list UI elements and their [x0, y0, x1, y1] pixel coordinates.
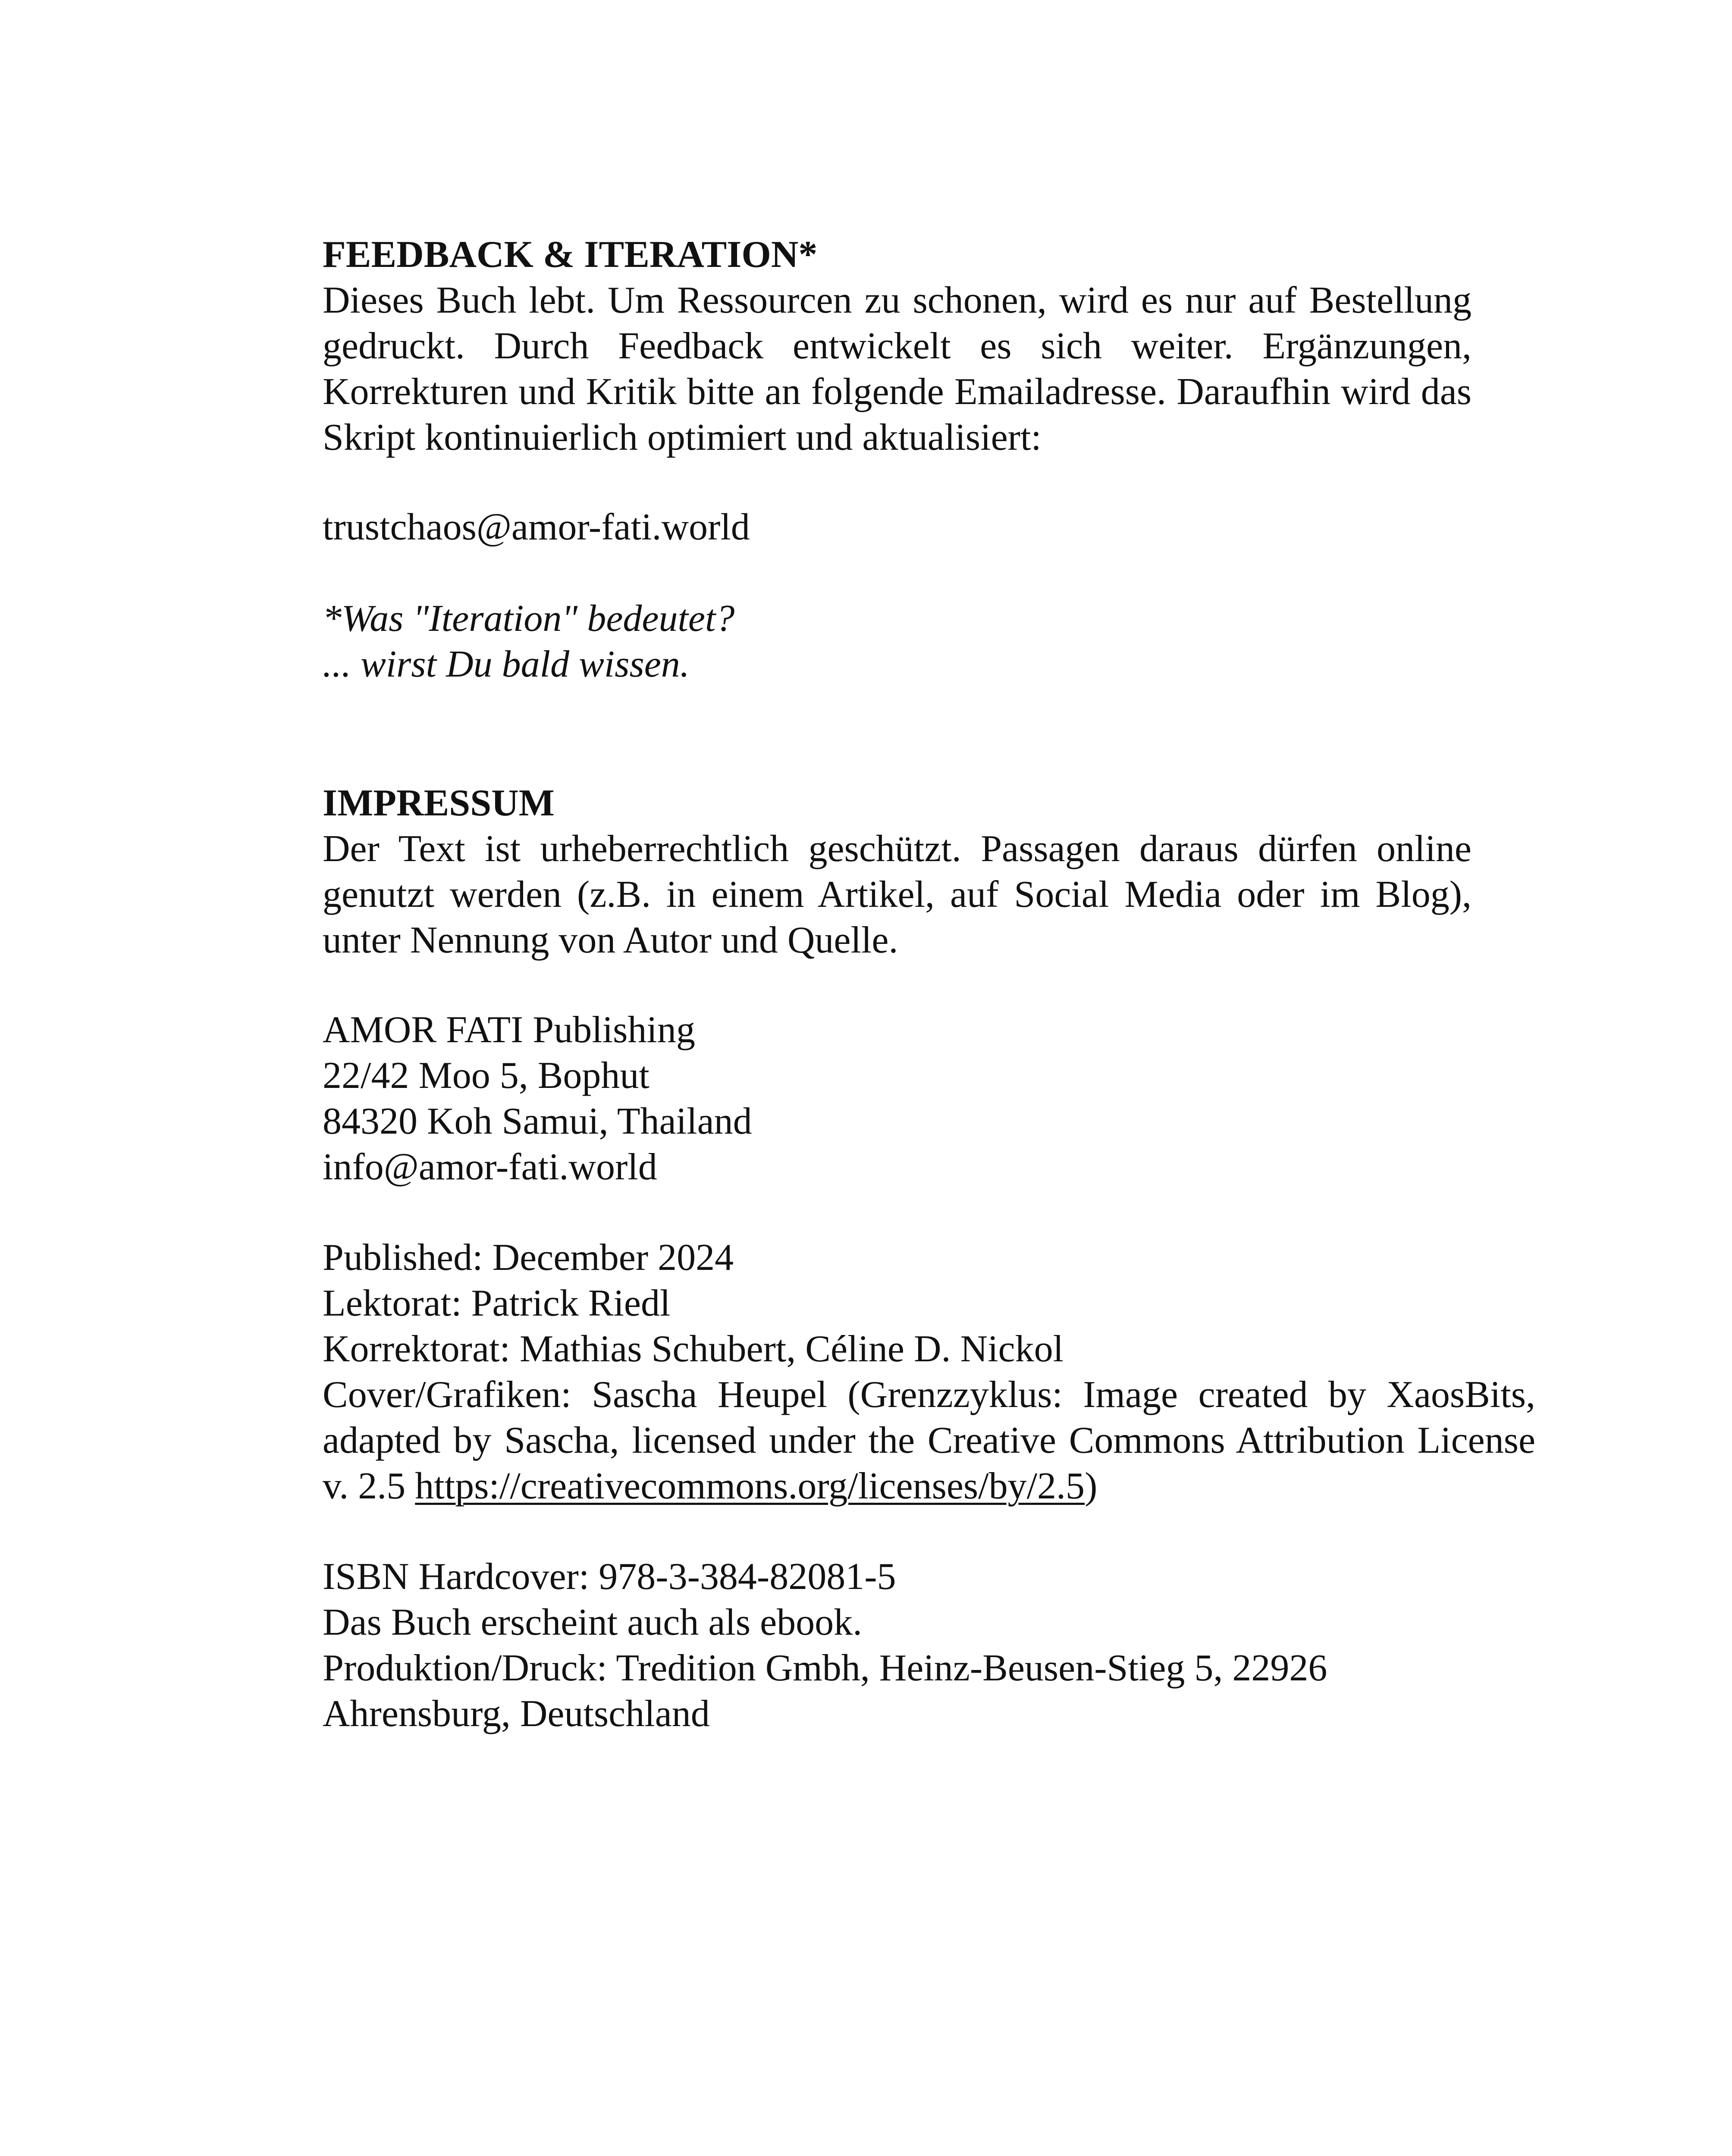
korrektorat-credit: Korrektorat: Mathias Schubert, Céline D. Nickol [323, 1328, 1064, 1370]
publication-credits [323, 1235, 1535, 1509]
iteration-note [323, 596, 1472, 687]
publisher-street: 22/42 Moo 5, Bophut [323, 1055, 650, 1097]
production-address-line2: Ahrensburg, Deutschland [323, 1693, 710, 1735]
cover-credit-text: Cover/Grafiken: Sascha Heupel (Grenzzyklus: Image created by XaosBits, adapted by Sascha, licensed under the Creative Commons Attribution License v. 2.5 [323, 1374, 1535, 1507]
published-date: Published: December 2024 [323, 1237, 734, 1279]
publisher-name: AMOR FATI Publishing [323, 1009, 695, 1051]
feedback-heading: FEEDBACK & ITERATION* [323, 234, 818, 276]
cover-credit [323, 1372, 1535, 1509]
impressum-paragraph: Der Text ist urheberrechtlich geschützt. Passagen daraus dürfen online genutzt werden (z.B. in einem Artikel, auf Social Media oder im Blog), unter Nennung von Autor und Quelle. [323, 828, 1472, 961]
production-details [323, 1554, 1535, 1737]
lektorat-credit: Lektorat: Patrick Riedl [323, 1282, 671, 1324]
iteration-note-question: *Was "Iteration" bedeutet? [323, 598, 735, 639]
isbn-hardcover: ISBN Hardcover: 978-3-384-82081-5 [323, 1556, 896, 1598]
feedback-section [323, 232, 1472, 461]
license-link[interactable]: https://creativecommons.org/licenses/by/2.5 [415, 1465, 1085, 1507]
cover-credit-close: ) [1085, 1465, 1098, 1507]
production-address-line1: Produktion/Druck: Tredition Gmbh, Heinz-Beusen-Stieg 5, 22926 [323, 1647, 1327, 1689]
impressum-section [323, 780, 1472, 963]
publisher-address [323, 1007, 1472, 1190]
ebook-note: Das Buch erscheint auch als ebook. [323, 1601, 863, 1643]
iteration-note-answer: ... wirst Du bald wissen. [323, 643, 690, 685]
publisher-email: info@amor-fati.world [323, 1146, 657, 1188]
publisher-city: 84320 Koh Samui, Thailand [323, 1100, 752, 1142]
feedback-paragraph: Dieses Buch lebt. Um Ressourcen zu schonen, wird es nur auf Bestellung gedruckt. Durch Feedback entwickelt es sich weiter. Ergänzungen, Korrekturen und Kritik bitte an folgende Emailadresse. Daraufhin wird das Skript kontinuierlich optimiert und aktualisiert: [323, 279, 1472, 458]
feedback-email [323, 505, 1472, 550]
impressum-heading: IMPRESSUM [323, 782, 555, 824]
feedback-email-address: trustchaos@amor-fati.world [323, 506, 750, 548]
